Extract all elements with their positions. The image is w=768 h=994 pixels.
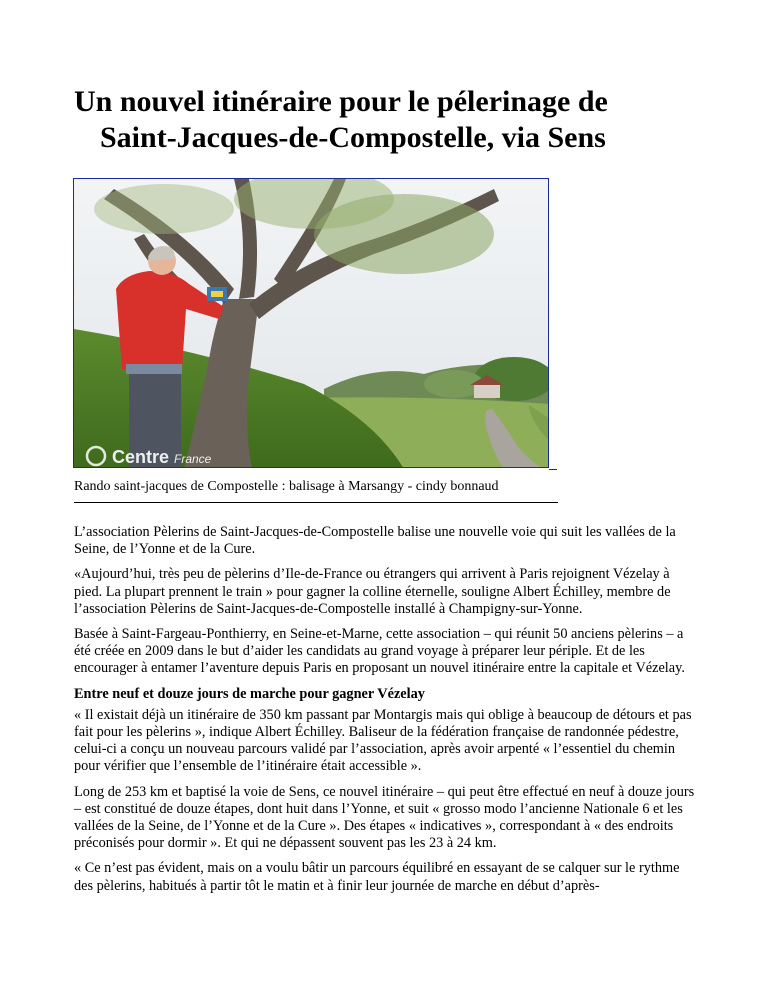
photo-caption: Rando saint-jacques de Compostelle : balisage à Marsangy - cindy bonnaud bbox=[74, 479, 499, 494]
image-link-underline[interactable] bbox=[549, 469, 557, 470]
photo-illustration bbox=[74, 179, 549, 468]
paragraph-2: Basée à Saint-Fargeau-Ponthierry, en Seine-et-Marne, cette association – qui réunit 50 anciens pèlerins – a été créée en 2009 dans le but d’aider les candidats au grand voyage à préparer leur périple. Et de les encourager à entamer l’aventure depuis Paris en proposant un nouvel itinéraire entre la capitale et Vézelay. bbox=[74, 626, 685, 677]
paragraph-1: «Aujourd’hui, très peu de pèlerins d’Ile-de-France ou étrangers qui arrivent à Paris rejoignent Vézelay à pied. La plupart prennent le train » pour gagner la colline éternelle, souligne Albert Échilley, membre de l’association Pèlerins de Saint-Jacques-de-Compostelle installé à Champigny-sur-Yonne. bbox=[74, 566, 671, 617]
paragraph-4: Long de 253 km et baptisé la voie de Sens, ce nouvel itinéraire – qui peut être effectué en neuf à douze jours – est constitué de douze étapes, dont huit dans l’Yonne, et suit « grosso modo l’ancienne Nationale 6 et les vallées de la Seine, de l’Yonne et de la Cure ». Des étapes « indicatives », correspondant à « des endroits préconisés pour dormir ». Et qui ne dépassent souvent pas les 23 à 24 km. bbox=[74, 783, 695, 852]
paragraph-3: « Il existait déjà un itinéraire de 350 km passant par Montargis mais qui oblige à beaucoup de détours et pas fait pour les pèlerins », indique Albert Échilley. Baliseur de la fédération française de randonnée pédestre, celui-ci a conçu un nouveau parcours validé par l’association, après avoir arpenté « l’essentiel du chemin pour vérifier que l’ensemble de l’itinéraire était accessible ». bbox=[74, 706, 692, 775]
article-photo[interactable] bbox=[73, 178, 549, 468]
title-line-1: Un nouvel itinéraire pour le pélerinage de bbox=[74, 85, 608, 118]
subheading: Entre neuf et douze jours de marche pour gagner Vézelay bbox=[74, 685, 425, 702]
article-title bbox=[74, 84, 714, 156]
watermark-suffix: France bbox=[174, 452, 212, 466]
caption-divider bbox=[74, 502, 558, 503]
title-line-2: Saint-Jacques-de-Compostelle, via Sens bbox=[100, 121, 606, 154]
article-body bbox=[74, 524, 698, 903]
paragraph-5: « Ce n’est pas évident, mais on a voulu bâtir un parcours équilibré en essayant de se calquer sur le rythme des pèlerins, habitués à partir tôt le matin et à finir leur journée de marche en début d’après- bbox=[74, 860, 680, 894]
watermark-brand: Centre bbox=[112, 447, 170, 467]
lead-paragraph: L’association Pèlerins de Saint-Jacques-de-Compostelle balise une nouvelle voie qui suit les vallées de la Seine, de l’Yonne et de la Cure. bbox=[74, 524, 676, 558]
